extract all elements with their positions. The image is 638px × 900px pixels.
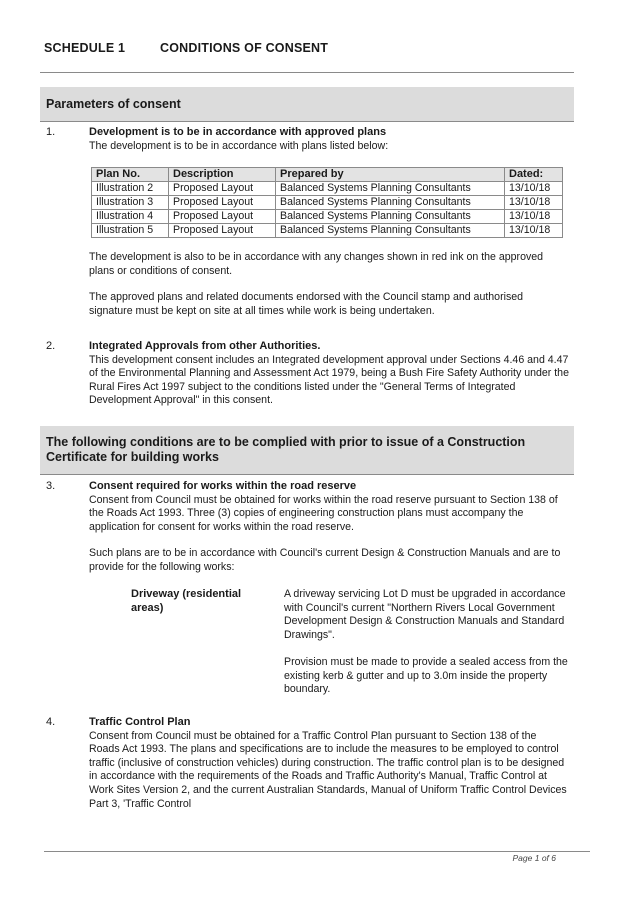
column-header-plan-no: Plan No. (92, 168, 169, 182)
condition-number: 2. (46, 340, 56, 352)
table-cell: Proposed Layout (169, 182, 276, 196)
table-cell: Balanced Systems Planning Consultants (276, 196, 505, 210)
table-row (92, 224, 563, 238)
condition-body: Consent from Council must be obtained for a Traffic Control Plan pursuant to Section 138 of the Roads Act 1993. The plans and specifications are to include the measures to be employed to control traffic (inclusive of construction vehicles) during construction. The traffic control plan is to be designed in accordance with the requirements of the Roads and Traffic Authority's Manual, Traffic Control at Work Sites Version 2, and the current Australian Standards, Manual of Uniform Traffic Control Devices Part 3, 'Traffic Control (89, 729, 567, 810)
work-item-description (284, 588, 574, 642)
table-cell: Illustration 2 (92, 182, 169, 196)
condition-number: 4. (46, 716, 56, 728)
work-item-description (284, 656, 574, 697)
section-heading-construction-certificate: The following conditions are to be complied with prior to issue of a Construction Certificate for building works (40, 426, 574, 474)
driveway-upgrade-text: A driveway servicing Lot D must be upgraded in accordance with Council's current "Northern Rivers Local Government Development Design & Construction Manuals and Standard Drawings". (284, 588, 566, 641)
condition-1 (89, 126, 569, 153)
paragraph-design-manuals: Such plans are to be in accordance with Council's current Design & Construction Manuals and are to provide for the following works: (89, 547, 561, 573)
condition-title: Integrated Approvals from other Authorities. (89, 340, 321, 352)
condition-intro: The development is to be in accordance with plans listed below: (89, 139, 389, 152)
condition-1-paragraph (89, 251, 569, 278)
condition-3 (89, 480, 569, 534)
table-cell: Proposed Layout (169, 224, 276, 238)
page-header (44, 41, 328, 55)
condition-number: 3. (46, 480, 56, 492)
schedule-title: CONDITIONS OF CONSENT (160, 41, 329, 55)
section-divider (40, 121, 574, 122)
table-cell: 13/10/18 (505, 224, 563, 238)
paragraph-stamp: The approved plans and related documents endorsed with the Council stamp and authorised signature must be kept on site at all times while work is being undertaken. (89, 291, 524, 317)
table-cell: Proposed Layout (169, 196, 276, 210)
table-cell: Illustration 5 (92, 224, 169, 238)
condition-title: Consent required for works within the road reserve (89, 480, 357, 492)
condition-title: Traffic Control Plan (89, 716, 191, 728)
table-row (92, 196, 563, 210)
table-cell: 13/10/18 (505, 196, 563, 210)
table-cell: Balanced Systems Planning Consultants (276, 224, 505, 238)
table-header-row (92, 168, 563, 182)
paragraph-red-ink: The development is also to be in accordance with any changes shown in red ink on the approved plans or conditions of consent. (89, 251, 544, 277)
table-cell: 13/10/18 (505, 210, 563, 224)
condition-body: This development consent includes an Integrated development approval under Sections 4.46 and 4.47 of the Environmental Planning and Assessment Act 1979, being a Bush Fire Safety Authority under the Rural Fires Act 1997 subject to the conditions listed under the "General Terms of Integrated Development Approval" in this consent. (89, 353, 569, 407)
approved-plans-table (91, 167, 563, 238)
header-divider (40, 72, 574, 73)
table-row (92, 182, 563, 196)
table-cell: Illustration 4 (92, 210, 169, 224)
table-cell: Illustration 3 (92, 196, 169, 210)
condition-3-paragraph (89, 547, 569, 574)
footer-divider (44, 851, 590, 852)
schedule-number: SCHEDULE 1 (44, 41, 126, 55)
column-header-description: Description (169, 168, 276, 182)
table-cell: Balanced Systems Planning Consultants (276, 210, 505, 224)
condition-1-paragraph (89, 291, 569, 318)
column-header-prepared-by: Prepared by (276, 168, 505, 182)
condition-2 (89, 340, 569, 408)
condition-title: Development is to be in accordance with approved plans (89, 126, 387, 138)
condition-body: Consent from Council must be obtained for works within the road reserve pursuant to Section 138 of the Roads Act 1993. Three (3) copies of engineering construction plans must accompany the application for consent for works within the road reserve. (89, 493, 558, 533)
sealed-access-text: Provision must be made to provide a sealed access from the existing kerb & gutter and up to 3.0m inside the property boundary. (284, 656, 568, 696)
condition-4 (89, 716, 569, 811)
table-row (92, 210, 563, 224)
work-item-label: Driveway (residential areas) (131, 588, 242, 614)
section-heading-parameters: Parameters of consent (40, 87, 574, 121)
page-number: Page 1 of 6 (512, 853, 556, 863)
condition-number: 1. (46, 126, 56, 138)
table-cell: Balanced Systems Planning Consultants (276, 182, 505, 196)
table-cell: Proposed Layout (169, 210, 276, 224)
table-cell: 13/10/18 (505, 182, 563, 196)
section-divider (40, 474, 574, 475)
column-header-dated: Dated: (505, 168, 563, 182)
